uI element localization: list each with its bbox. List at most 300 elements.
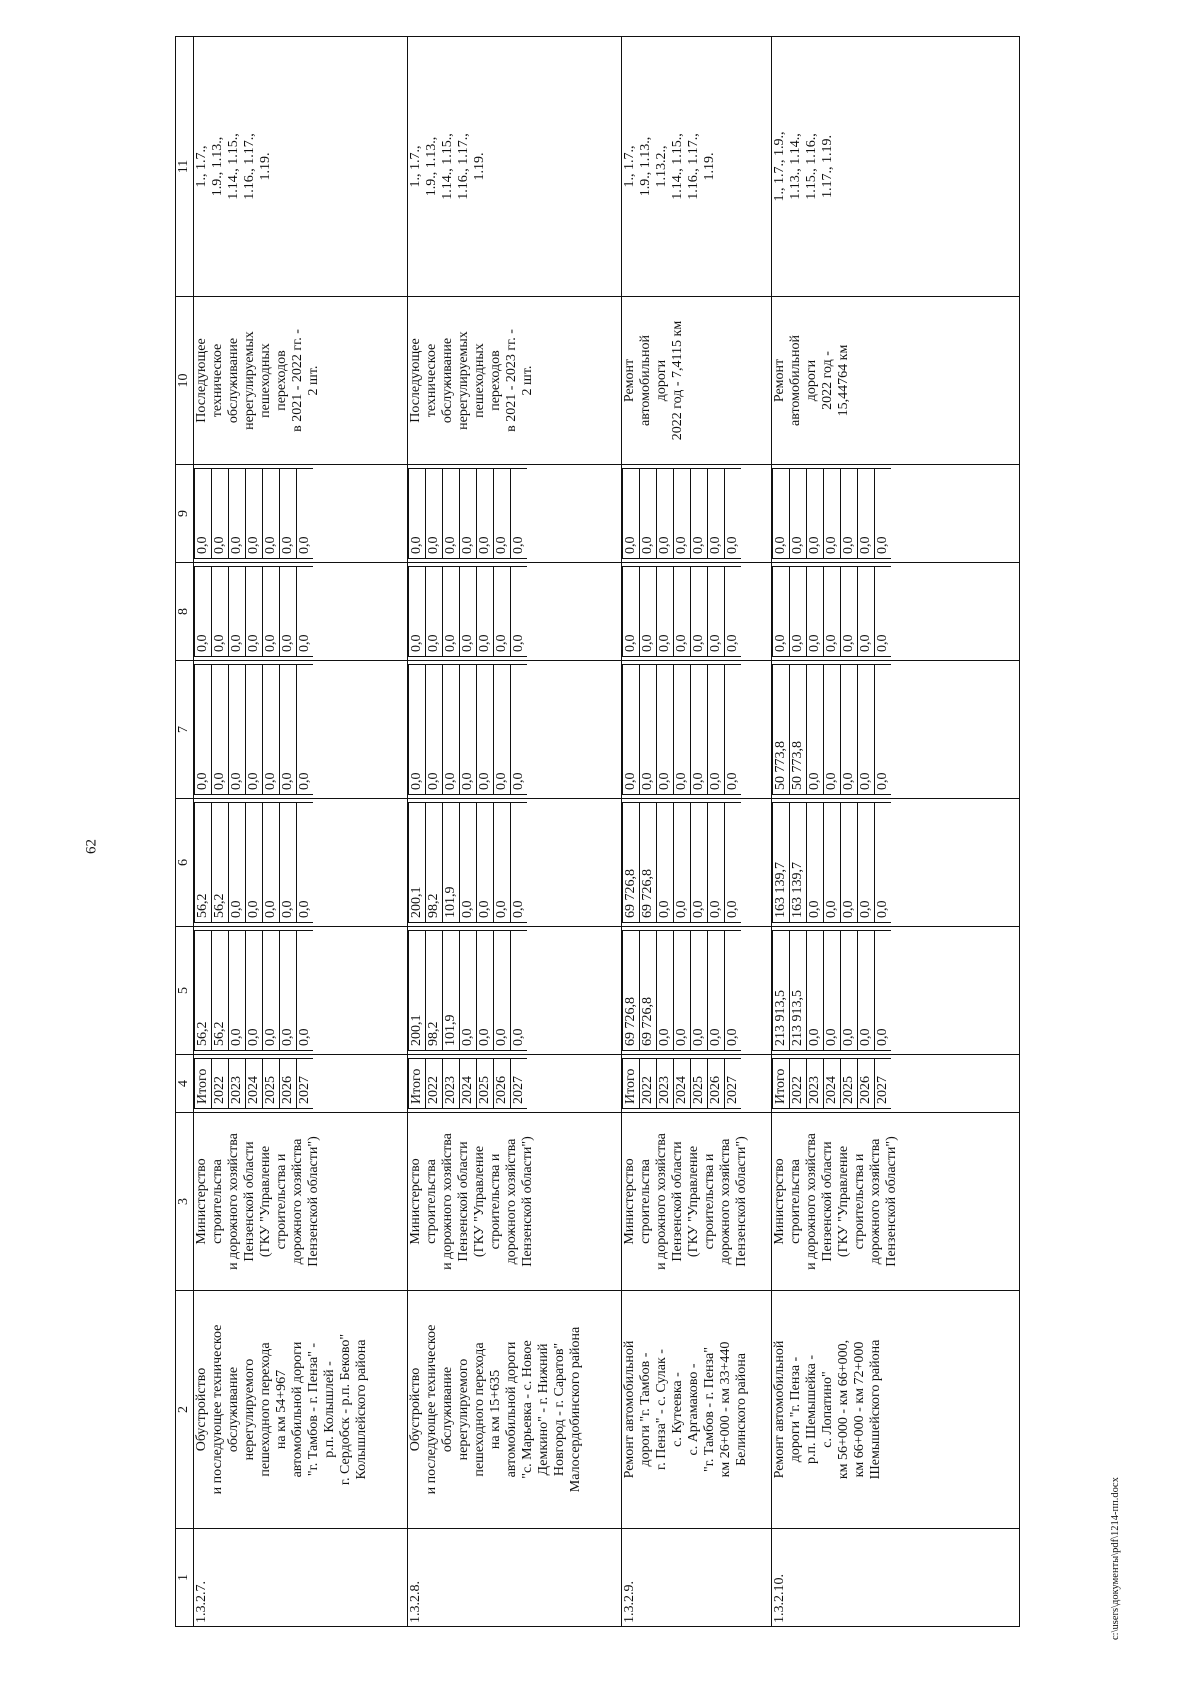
sub-row (708, 469, 725, 559)
value-list-c7 (194, 661, 408, 799)
sub-row (212, 1059, 229, 1109)
sub-row (623, 803, 640, 923)
value-cell: 0,0 (674, 803, 691, 923)
value-cell: 0,0 (708, 567, 725, 657)
sub-row (858, 1059, 875, 1109)
sub-row (824, 567, 841, 657)
table-row (194, 37, 408, 1627)
sub-table (194, 664, 313, 795)
sub-row (409, 567, 426, 657)
sub-row (708, 931, 725, 1051)
value-cell: 0,0 (280, 665, 297, 795)
year-cell: Итого (195, 1059, 212, 1109)
sub-row (477, 469, 494, 559)
sub-row (824, 1059, 841, 1109)
sub-row (263, 469, 280, 559)
sub-row (691, 931, 708, 1051)
year-cell: 2027 (297, 1059, 314, 1109)
program-measures-table (175, 36, 1020, 1627)
sub-row (426, 469, 443, 559)
value-cell: 0,0 (280, 803, 297, 923)
sub-row (477, 665, 494, 795)
sub-row (212, 803, 229, 923)
sub-row (858, 665, 875, 795)
value-cell: 0,0 (773, 469, 790, 559)
value-cell: 56,2 (212, 803, 229, 923)
sub-row (511, 469, 528, 559)
sub-row (691, 1059, 708, 1109)
value-cell: 0,0 (824, 567, 841, 657)
value-cell: 213 913,5 (773, 931, 790, 1051)
measure-number: 1.3.2.7. (194, 1529, 408, 1627)
sub-row (229, 567, 246, 657)
sub-row (824, 931, 841, 1051)
value-cell: 0,0 (674, 567, 691, 657)
sub-row (426, 665, 443, 795)
sub-row (657, 469, 674, 559)
value-cell: 0,0 (246, 469, 263, 559)
sub-row (841, 1059, 858, 1109)
year-cell: 2025 (477, 1059, 494, 1109)
value-cell: 0,0 (674, 931, 691, 1051)
value-cell: 0,0 (477, 665, 494, 795)
sub-row (708, 1059, 725, 1109)
sub-row (824, 469, 841, 559)
value-cell: 0,0 (297, 803, 314, 923)
value-cell: 0,0 (246, 567, 263, 657)
value-cell: 200,1 (409, 803, 426, 923)
value-cell: 163 139,7 (773, 803, 790, 923)
sub-table (408, 664, 527, 795)
value-cell: 0,0 (657, 803, 674, 923)
year-cell: 2022 (640, 1059, 657, 1109)
year-cell: Итого (623, 1059, 640, 1109)
rotated-table-container (175, 37, 1200, 1627)
sub-row (460, 665, 477, 795)
sub-row (280, 803, 297, 923)
value-cell: 50 773,8 (790, 665, 807, 795)
page-number: 62 (83, 839, 100, 854)
sub-row (841, 469, 858, 559)
sub-table (622, 930, 741, 1051)
sub-row (409, 665, 426, 795)
value-cell: 50 773,8 (773, 665, 790, 795)
value-cell: 0,0 (426, 567, 443, 657)
indicator-numbers: 1., 1.7., 1.9., 1.13., 1.14., 1.15., 1.16., 1.17., 1.19. (194, 37, 408, 297)
measure-name: Ремонт автомобильной дороги "г. Пенза - р.п. Шемышейка - с. Лопатино" км 56+000 - км 66+000, км 66+000 - км 72+000 Шемышейского района (772, 1291, 1020, 1529)
sub-row (773, 931, 790, 1051)
sub-row (824, 803, 841, 923)
sub-row (790, 803, 807, 923)
value-cell: 0,0 (674, 469, 691, 559)
value-cell: 0,0 (195, 665, 212, 795)
sub-row (623, 567, 640, 657)
year-list (408, 1055, 622, 1113)
value-cell: 0,0 (807, 469, 824, 559)
value-cell: 0,0 (511, 931, 528, 1051)
value-cell: 101,9 (443, 931, 460, 1051)
sub-row (212, 931, 229, 1051)
value-list-c8 (622, 563, 772, 661)
sub-row (460, 469, 477, 559)
sub-row (708, 665, 725, 795)
value-cell: 0,0 (494, 469, 511, 559)
sub-row (674, 803, 691, 923)
value-cell: 0,0 (409, 665, 426, 795)
header-cell: 8 (176, 563, 194, 661)
sub-row (691, 567, 708, 657)
value-cell: 0,0 (297, 931, 314, 1051)
sub-row (297, 1059, 314, 1109)
sub-row (807, 1059, 824, 1109)
value-cell: 56,2 (195, 803, 212, 923)
value-cell: 0,0 (426, 665, 443, 795)
year-cell: 2024 (460, 1059, 477, 1109)
value-cell: 0,0 (409, 469, 426, 559)
year-cell: 2023 (229, 1059, 246, 1109)
value-cell: 0,0 (807, 665, 824, 795)
sub-row (807, 931, 824, 1051)
value-cell: 0,0 (691, 469, 708, 559)
sub-row (858, 931, 875, 1051)
value-cell: 0,0 (841, 803, 858, 923)
sub-row (640, 469, 657, 559)
sub-table (408, 930, 527, 1051)
sub-row (426, 803, 443, 923)
value-cell: 0,0 (875, 803, 892, 923)
sub-row (858, 469, 875, 559)
value-cell: 0,0 (280, 469, 297, 559)
value-cell: 0,0 (229, 931, 246, 1051)
sub-row (494, 931, 511, 1051)
value-cell: 0,0 (725, 931, 742, 1051)
sub-row (443, 567, 460, 657)
year-cell: 2024 (824, 1059, 841, 1109)
value-cell: 0,0 (443, 567, 460, 657)
sub-row (708, 803, 725, 923)
executor: Министерство строительства и дорожного хозяйства Пензенской области (ГКУ "Управление строительства и дорожного хозяйства Пензенской области") (772, 1113, 1020, 1291)
sub-table (622, 468, 741, 559)
sub-row (691, 803, 708, 923)
executor: Министерство строительства и дорожного хозяйства Пензенской области (ГКУ "Управление строительства и дорожного хозяйства Пензенской области") (408, 1113, 622, 1291)
value-list-c6 (622, 799, 772, 927)
indicator-numbers: 1., 1.7., 1.9., 1.13., 1.14., 1.15., 1.16., 1.17., 1.19. (772, 37, 1020, 297)
year-cell: 2023 (807, 1059, 824, 1109)
value-cell: 98,2 (426, 931, 443, 1051)
sub-row (195, 665, 212, 795)
sub-row (773, 469, 790, 559)
sub-row (858, 567, 875, 657)
sub-row (790, 469, 807, 559)
value-list-c7 (408, 661, 622, 799)
sub-row (657, 931, 674, 1051)
year-cell: 2022 (790, 1059, 807, 1109)
header-cell: 9 (176, 465, 194, 563)
year-cell: 2027 (511, 1059, 528, 1109)
table-body (194, 37, 1020, 1627)
value-cell: 0,0 (426, 469, 443, 559)
sub-row (443, 931, 460, 1051)
sub-table (194, 1058, 313, 1109)
sub-row (426, 1059, 443, 1109)
sub-row (297, 567, 314, 657)
value-cell: 0,0 (858, 469, 875, 559)
value-cell: 0,0 (807, 931, 824, 1051)
value-cell: 0,0 (657, 931, 674, 1051)
executor: Министерство строительства и дорожного хозяйства Пензенской области (ГКУ "Управление строительства и дорожного хозяйства Пензенской области") (622, 1113, 772, 1291)
year-list (194, 1055, 408, 1113)
sub-row (708, 567, 725, 657)
sub-row (229, 665, 246, 795)
sub-row (195, 469, 212, 559)
sub-row (875, 567, 892, 657)
value-cell: 0,0 (875, 665, 892, 795)
year-cell: 2026 (858, 1059, 875, 1109)
sub-row (640, 803, 657, 923)
sub-table (772, 930, 891, 1051)
value-cell: 200,1 (409, 931, 426, 1051)
value-cell: 0,0 (657, 567, 674, 657)
value-cell: 56,2 (212, 931, 229, 1051)
sub-row (640, 665, 657, 795)
header-cell: 2 (176, 1291, 194, 1529)
value-cell: 0,0 (263, 665, 280, 795)
header-cell: 10 (176, 297, 194, 465)
sub-row (841, 803, 858, 923)
value-cell: 0,0 (263, 567, 280, 657)
value-list-c5 (408, 927, 622, 1055)
value-cell: 0,0 (212, 665, 229, 795)
value-cell: 0,0 (841, 567, 858, 657)
value-cell: 0,0 (674, 665, 691, 795)
value-cell: 0,0 (229, 803, 246, 923)
sub-row (511, 803, 528, 923)
value-cell: 0,0 (708, 665, 725, 795)
sub-row (725, 931, 742, 1051)
footer-file-path: c:\users\документы\pdf\1214-пп.docx (1110, 1477, 1121, 1640)
sub-row (297, 665, 314, 795)
sub-row (195, 931, 212, 1051)
header-row (176, 37, 194, 1627)
value-cell: 0,0 (511, 665, 528, 795)
value-list-c5 (622, 927, 772, 1055)
expected-result: Ремонт автомобильной дороги 2022 год - 7,4115 км (622, 297, 772, 465)
sub-row (824, 665, 841, 795)
header-cell: 6 (176, 799, 194, 927)
sub-row (212, 567, 229, 657)
value-cell: 0,0 (297, 665, 314, 795)
sub-row (280, 1059, 297, 1109)
value-cell: 0,0 (725, 567, 742, 657)
sub-row (674, 1059, 691, 1109)
value-cell: 0,0 (640, 469, 657, 559)
value-cell: 0,0 (824, 803, 841, 923)
year-cell: 2025 (263, 1059, 280, 1109)
sub-row (443, 803, 460, 923)
year-cell: 2026 (494, 1059, 511, 1109)
value-cell: 0,0 (790, 567, 807, 657)
header-cell: 7 (176, 661, 194, 799)
sub-row (229, 469, 246, 559)
year-cell: Итого (409, 1059, 426, 1109)
sub-row (246, 567, 263, 657)
sub-row (773, 665, 790, 795)
sub-table (194, 802, 313, 923)
sub-row (674, 931, 691, 1051)
year-cell: 2024 (674, 1059, 691, 1109)
value-cell: 0,0 (246, 665, 263, 795)
value-cell: 69 726,8 (640, 931, 657, 1051)
value-cell: 98,2 (426, 803, 443, 923)
value-cell: 0,0 (511, 469, 528, 559)
value-list-c6 (408, 799, 622, 927)
year-cell: 2026 (280, 1059, 297, 1109)
year-cell: 2022 (426, 1059, 443, 1109)
sub-row (195, 1059, 212, 1109)
sub-row (409, 803, 426, 923)
sub-row (409, 469, 426, 559)
value-cell: 0,0 (858, 803, 875, 923)
value-list-c6 (194, 799, 408, 927)
header-cell: 5 (176, 927, 194, 1055)
sub-row (875, 931, 892, 1051)
year-cell: 2025 (691, 1059, 708, 1109)
sub-table (622, 566, 741, 657)
value-cell: 0,0 (195, 469, 212, 559)
sub-row (875, 1059, 892, 1109)
sub-row (263, 665, 280, 795)
measure-number: 1.3.2.9. (622, 1529, 772, 1627)
measure-number: 1.3.2.8. (408, 1529, 622, 1627)
value-list-c7 (622, 661, 772, 799)
sub-row (691, 665, 708, 795)
sub-row (477, 803, 494, 923)
sub-row (229, 1059, 246, 1109)
sub-row (460, 931, 477, 1051)
value-cell: 0,0 (443, 665, 460, 795)
sub-row (494, 803, 511, 923)
value-cell: 0,0 (460, 469, 477, 559)
sub-row (807, 803, 824, 923)
value-cell: 0,0 (229, 469, 246, 559)
value-cell: 0,0 (246, 931, 263, 1051)
value-cell: 0,0 (443, 469, 460, 559)
value-cell: 0,0 (725, 803, 742, 923)
sub-table (194, 566, 313, 657)
value-cell: 0,0 (297, 567, 314, 657)
sub-row (875, 803, 892, 923)
expected-result: Последующее техническое обслуживание нерегулируемых пешеходных переходов в 2021 - 2023 гг. - 2 шт. (408, 297, 622, 465)
value-cell: 0,0 (841, 469, 858, 559)
value-list-c8 (772, 563, 1020, 661)
sub-row (674, 567, 691, 657)
value-cell: 0,0 (280, 567, 297, 657)
sub-row (725, 469, 742, 559)
value-cell: 0,0 (623, 469, 640, 559)
value-cell: 0,0 (246, 803, 263, 923)
sub-row (674, 665, 691, 795)
sub-table (622, 664, 741, 795)
sub-row (725, 803, 742, 923)
value-list-c9 (772, 465, 1020, 563)
sub-row (263, 1059, 280, 1109)
sub-row (841, 931, 858, 1051)
measure-name: Ремонт автомобильной дороги "г. Тамбов - г. Пенза" - с. Сулак - с. Кутеевка - с. Аргамаково - "г. Тамбов - г. Пенза" км 26+000 - км 33+440 Белинского района (622, 1291, 772, 1529)
value-cell: 0,0 (263, 931, 280, 1051)
sub-table (772, 566, 891, 657)
year-cell: 2024 (246, 1059, 263, 1109)
sub-row (280, 567, 297, 657)
value-cell: 0,0 (824, 665, 841, 795)
year-cell: 2025 (841, 1059, 858, 1109)
value-list-c5 (194, 927, 408, 1055)
value-cell: 0,0 (807, 803, 824, 923)
value-list-c5 (772, 927, 1020, 1055)
sub-row (297, 803, 314, 923)
sub-table (408, 468, 527, 559)
measure-name: Обустройство и последующее техническое обслуживание нерегулируемого пешеходного перехода на км 15+635 автомобильной дороги "с. Марьевка - с. Новое Демкино" - г. Нижний Новгород - г. Саратов" Малосердобинского района (408, 1291, 622, 1529)
value-cell: 0,0 (477, 469, 494, 559)
sub-table (772, 1058, 891, 1109)
value-cell: 0,0 (824, 469, 841, 559)
value-cell: 0,0 (229, 567, 246, 657)
table-row (408, 37, 622, 1627)
value-cell: 0,0 (708, 931, 725, 1051)
value-cell: 0,0 (640, 665, 657, 795)
sub-row (246, 665, 263, 795)
sub-row (229, 803, 246, 923)
sub-row (443, 665, 460, 795)
value-cell: 101,9 (443, 803, 460, 923)
sub-row (212, 665, 229, 795)
value-cell: 0,0 (691, 931, 708, 1051)
sub-row (511, 931, 528, 1051)
sub-row (691, 469, 708, 559)
sub-row (875, 469, 892, 559)
sub-row (297, 469, 314, 559)
sub-row (640, 567, 657, 657)
sub-row (246, 1059, 263, 1109)
sub-row (841, 567, 858, 657)
sub-row (623, 665, 640, 795)
value-cell: 0,0 (657, 469, 674, 559)
indicator-numbers: 1., 1.7., 1.9., 1.13., 1.13.2., 1.14., 1.15., 1.16., 1.17., 1.19. (622, 37, 772, 297)
value-cell: 0,0 (875, 567, 892, 657)
sub-row (280, 931, 297, 1051)
year-list (622, 1055, 772, 1113)
value-cell: 163 139,7 (790, 803, 807, 923)
sub-row (807, 567, 824, 657)
value-cell: 0,0 (807, 567, 824, 657)
header-cell: 3 (176, 1113, 194, 1291)
year-cell: 2026 (708, 1059, 725, 1109)
value-cell: 0,0 (477, 803, 494, 923)
value-cell: 0,0 (494, 931, 511, 1051)
sub-row (426, 931, 443, 1051)
sub-row (477, 931, 494, 1051)
sub-row (773, 1059, 790, 1109)
sub-row (246, 469, 263, 559)
sub-row (477, 567, 494, 657)
sub-row (511, 1059, 528, 1109)
sub-row (640, 931, 657, 1051)
value-cell: 69 726,8 (640, 803, 657, 923)
sub-row (426, 567, 443, 657)
value-cell: 0,0 (623, 567, 640, 657)
table-row (772, 37, 1020, 1627)
value-cell: 0,0 (841, 931, 858, 1051)
value-cell: 0,0 (708, 469, 725, 559)
